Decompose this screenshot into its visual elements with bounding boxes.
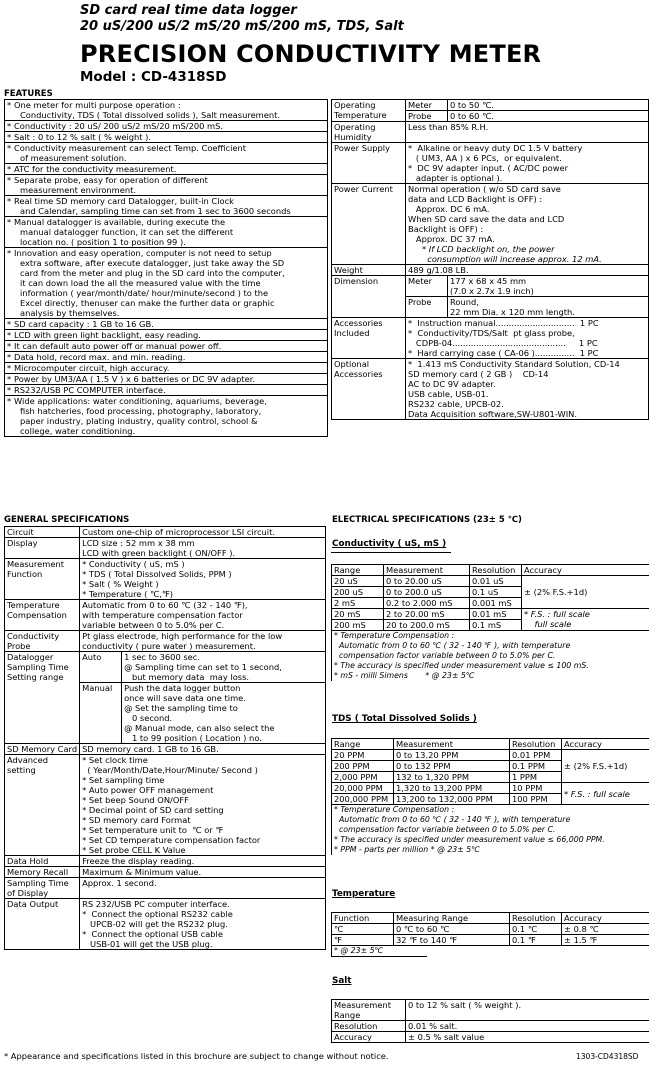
weight-label: Weight: [332, 265, 406, 276]
feature-line: measurement environment.: [20, 185, 136, 195]
table-cell: 1,320 to 13,200 PPM: [394, 783, 510, 794]
text-line: setting: [7, 765, 36, 775]
op-temp-label-2: Temperature: [334, 110, 387, 120]
table-cell: 200 uS: [332, 587, 384, 598]
features-list: [4, 99, 328, 437]
text-line: AC to DC 9V adapter.: [408, 379, 496, 389]
feature-item: [5, 143, 327, 164]
feature-item: [5, 132, 327, 143]
table-row: [332, 783, 650, 794]
mr-value: Maximum & Minimum value.: [80, 867, 326, 878]
feature-item: [5, 319, 327, 330]
accessories-value: [406, 318, 649, 359]
feature-item: [5, 374, 327, 385]
text-line: * Alkaline or heavy duty DC 1.5 V battery: [408, 143, 583, 153]
text-line: * PPM - parts per million * @ 23± 5℃: [334, 845, 480, 854]
model-number: Model : CD-4318SD: [80, 69, 227, 85]
table-cell: 1 PPM: [510, 772, 562, 783]
do-label: Data Output: [5, 899, 80, 950]
tc-value: [80, 600, 326, 631]
text-line: Setting range: [7, 672, 64, 682]
feature-line: * Innovation and easy operation, computer is not need to setup: [14, 248, 272, 258]
table-cell: 13,200 to 132,000 PPM: [394, 794, 510, 805]
optional-value: [406, 359, 649, 420]
power-current-note: [408, 244, 646, 264]
feature-line: card from the meter and plug in the SD card into the computer,: [20, 268, 285, 278]
tds-head-accuracy: Accuracy: [562, 739, 650, 750]
op-hum-label: Operating: [334, 122, 376, 132]
table-cell: 20 uS: [332, 576, 384, 587]
text-line: Sampling Time: [7, 662, 69, 672]
feature-item: [5, 385, 327, 396]
feature-item: [5, 100, 327, 121]
feature-line: * Wide applications: water conditioning, aquariums, beverage,: [14, 396, 267, 406]
dl-label: [5, 652, 80, 744]
table-cell: 20 PPM: [332, 750, 394, 761]
text-line: RS 232/USB PC computer interface.: [82, 899, 230, 909]
text-line: consumption will increase approx. 12 mA.: [422, 254, 602, 264]
cond-head-accuracy: Accuracy: [522, 565, 650, 576]
op-hum-value: Less than 85% R.H.: [406, 122, 649, 143]
feature-line: * ATC for the conductivity measurement.: [14, 164, 177, 174]
text-line: * The accuracy is specified under measurement value ≤ 100 mS.: [334, 661, 589, 670]
text-line: @ Set the sampling time to: [124, 703, 238, 713]
table-row: [332, 1032, 650, 1043]
table-cell: 0.1 mS: [470, 620, 522, 631]
text-line: When SD card save the data and LCD: [408, 214, 565, 224]
display-value: [80, 538, 326, 559]
footer-code: 1303-CD4318SD: [576, 1052, 639, 1061]
specs-table: [331, 99, 649, 420]
text-line: compensation factor variable between 0 to 5.0% per C.: [334, 651, 556, 660]
text-line: Push the data logger button: [124, 683, 241, 693]
general-heading: GENERAL SPECIFICATIONS: [4, 515, 130, 525]
st-label: [5, 878, 80, 899]
text-line: * The accuracy is specified under measurement value ≤ 66,000 PPM.: [334, 835, 605, 844]
text-line: * Conductivity ( uS, mS ): [82, 559, 185, 569]
footer-disclaimer: * Appearance and specifications listed in this brochure are subject to change without notice.: [4, 1051, 389, 1061]
text-line: variable between 0 to 5.0% per C.: [82, 620, 225, 630]
op-hum-label-2: Humidity: [334, 132, 372, 142]
feature-line: Conductivity, TDS ( Total dissolved solids ), Salt measurement.: [20, 110, 281, 120]
text-line: Function: [7, 569, 43, 579]
auto-value: [122, 652, 326, 683]
feature-line: * Salt : 0 to 12 % salt ( % weight ).: [14, 132, 152, 142]
table-cell: 100 PPM: [510, 794, 562, 805]
text-line: Conductivity: [7, 631, 60, 641]
table-cell: 0 ℃ to 60 ℃: [394, 924, 510, 935]
text-line: LCD size : 52 mm x 38 mm: [82, 538, 195, 548]
table-cell: 2 mS: [332, 598, 384, 609]
text-line: 0 second.: [124, 713, 173, 723]
feature-item: [5, 121, 327, 132]
table-cell: Resolution: [332, 1021, 406, 1032]
text-line: * SD memory card Format: [82, 815, 191, 825]
text-line: * Connect the optional RS232 cable: [82, 909, 233, 919]
text-line: @ Manual mode, can also select the: [124, 723, 275, 733]
cond-head-resolution: Resolution: [470, 565, 522, 576]
tds-table: [331, 738, 649, 855]
text-line: 177 x 68 x 45 mm: [450, 276, 527, 286]
text-line: Sampling Time: [7, 878, 69, 888]
feature-line: * RS232/USB PC COMPUTER interface.: [14, 385, 166, 395]
circuit-value: Custom one-chip of microprocessor LSI circuit.: [80, 527, 326, 538]
text-line: * Set temperature unit to ℃ or ℉: [82, 825, 224, 835]
tds-fs-note: * F.S. : full scale: [562, 783, 650, 805]
text-line: of Display: [7, 888, 49, 898]
power-current-label: Power Current: [332, 184, 406, 265]
text-line: compensation factor variable between 0 to 5.0% per C.: [334, 825, 556, 834]
feature-item: [5, 217, 327, 248]
text-line: * Decimal point of SD card setting: [82, 805, 224, 815]
adv-value: [80, 755, 326, 856]
feature-line: fish hatcheries, food processing, photography, laboratory,: [20, 406, 262, 416]
text-line: * Set probe CELL K Value: [82, 845, 186, 855]
table-cell: 2,000 PPM: [332, 772, 394, 783]
text-line: * If LCD backlight on, the power: [422, 244, 555, 254]
cond-fs-note: full scale: [524, 619, 572, 629]
table-row: [332, 750, 650, 761]
feature-line: * Conductivity measurement can select Temp. Coefficient: [14, 143, 247, 153]
display-label: Display: [5, 538, 80, 559]
header-subtitle-1: SD card real time data logger: [80, 3, 297, 18]
cp-value: [80, 631, 326, 652]
cond-accuracy: ± (2% F.S.+1d): [522, 576, 650, 609]
salt-table: [331, 999, 649, 1043]
text-line: * Set CD temperature compensation factor: [82, 835, 261, 845]
temperature-table: [331, 912, 649, 957]
feature-line: * One meter for multi purpose operation :: [14, 100, 181, 110]
feature-line: analysis by themselves.: [20, 308, 120, 318]
text-line: Compensation: [7, 610, 67, 620]
text-line: Accessories: [334, 318, 383, 328]
features-heading: FEATURES: [4, 89, 53, 99]
dh-value: Freeze the display reading.: [80, 856, 326, 867]
conductivity-table: [331, 564, 649, 681]
text-line: Pt glass electrode, high performance for the low: [82, 631, 283, 641]
feature-line: manual datalogger function, it can set the different: [20, 227, 234, 237]
power-supply-label: Power Supply: [332, 143, 406, 184]
text-line: * Hard carrying case ( CA-06 )............... 1 PC: [408, 348, 599, 358]
temp-head-accuracy: Accuracy: [562, 913, 650, 924]
text-line: ( UM3, AA ) x 6 PCs, or equivalent.: [408, 153, 562, 163]
table-cell: 200 PPM: [332, 761, 394, 772]
feature-item: [5, 330, 327, 341]
text-line: Approx. DC 6 mA.: [408, 204, 490, 214]
table-cell: 20,000 PPM: [332, 783, 394, 794]
text-line: Backlight is OFF) :: [408, 224, 484, 234]
text-line: * Instruction manual.............................. 1 PC: [408, 318, 599, 328]
text-line: 1 to 99 position ( Location ) no.: [124, 733, 262, 743]
table-cell: 0 to 12 % salt ( % weight ).: [406, 1000, 650, 1021]
text-line: 22 mm Dia. x 120 mm length.: [450, 307, 575, 317]
table-row: [332, 1021, 650, 1032]
mf-value: [80, 559, 326, 600]
table-cell: 0.1 PPM: [510, 761, 562, 772]
table-cell: 0 to 200.0 uS: [384, 587, 470, 598]
text-line: CDPB-04........................................... 1 PC: [408, 338, 598, 348]
auto-label: Auto: [80, 652, 122, 683]
feature-line: of measurement solution.: [20, 153, 127, 163]
page-title: PRECISION CONDUCTIVITY METER: [80, 40, 542, 68]
tds-head-range: Range: [332, 739, 394, 750]
text-line: 1 sec to 3600 sec.: [124, 652, 200, 662]
adv-label: [5, 755, 80, 856]
circuit-label: Circuit: [5, 527, 80, 538]
general-table: [4, 526, 326, 950]
text-line: Datalogger: [7, 652, 54, 662]
tds-title: TDS ( Total Dissolved Solids ): [332, 714, 477, 724]
table-cell: Measurement Range: [332, 1000, 406, 1021]
text-line: Temperature: [7, 600, 60, 610]
text-line: * Auto power OFF management: [82, 785, 214, 795]
table-row: [332, 935, 650, 946]
feature-line: it can down load the all the measured value with the time: [20, 278, 261, 288]
text-line: Accessories: [334, 369, 383, 379]
table-cell: 10 PPM: [510, 783, 562, 794]
text-line: ( Year/Month/Date,Hour/Minute/ Second ): [82, 765, 258, 775]
optional-label: [332, 359, 406, 420]
text-line: * 1.413 mS Conductivity Standard Solution, CD-14: [408, 359, 620, 369]
table-cell: 32 ℉ to 140 ℉: [394, 935, 510, 946]
text-line: * Temperature Compensation :: [334, 805, 455, 814]
feature-line: * Separate probe, easy for operation of different: [14, 175, 208, 185]
dim-probe-value: [448, 297, 649, 318]
feature-line: extra software, after execute datalogger, just take away the SD: [20, 258, 285, 268]
dim-probe-label: Probe: [406, 297, 448, 318]
manual-label: Manual: [80, 683, 122, 744]
table-cell: 0.1 uS: [470, 587, 522, 598]
text-line: Probe: [7, 641, 31, 651]
mc-value: SD memory card. 1 GB to 16 GB.: [80, 744, 326, 755]
table-cell: ± 1.5 ℉: [562, 935, 650, 946]
text-line: * Conductivity/TDS/Salt pt glass probe,: [408, 328, 575, 338]
text-line: (7.0 x 2.7x 1.9 inch): [450, 286, 534, 296]
table-cell: ℃: [332, 924, 394, 935]
table-cell: 0 to 132 PPM: [394, 761, 510, 772]
table-cell: 0.01 % salt.: [406, 1021, 650, 1032]
do-value: [80, 899, 326, 950]
temp-head-range: Measuring Range: [394, 913, 510, 924]
cond-notes: [331, 631, 649, 681]
table-cell: 200 mS: [332, 620, 384, 631]
feature-line: location no. ( position 1 to position 99 ).: [20, 237, 186, 247]
table-cell: 132 to 1,320 PPM: [394, 772, 510, 783]
dim-meter-label: Meter: [406, 276, 448, 297]
table-row: [332, 1000, 650, 1021]
power-supply-value: [406, 143, 649, 184]
temp-note: * @ 23± 5℃: [331, 946, 427, 957]
table-cell: 200,000 PPM: [332, 794, 394, 805]
text-line: * TDS ( Total Dissolved Solids, PPM ): [82, 569, 232, 579]
feature-line: Excel directly, thenuser can make the further data or graphic: [20, 298, 275, 308]
text-line: * Set clock time: [82, 755, 148, 765]
text-line: * Connect the optional USB cable: [82, 929, 223, 939]
tds-head-resolution: Resolution: [510, 739, 562, 750]
tds-head-measurement: Measurement: [394, 739, 510, 750]
temp-head-function: Function: [332, 913, 394, 924]
feature-line: * Real time SD memory card Datalogger, built-in Clock: [14, 196, 234, 206]
text-line: Automatic from 0 to 60 ℃ ( 32 - 140 ℉ ), with temperature: [334, 641, 571, 650]
cond-head-range: Range: [332, 565, 384, 576]
cond-head-measurement: Measurement: [384, 565, 470, 576]
probe-label: Probe: [406, 111, 448, 122]
table-cell: 2 to 20.00 mS: [384, 609, 470, 620]
feature-item: [5, 341, 327, 352]
mr-label: Memory Recall: [5, 867, 80, 878]
power-current-value: [408, 184, 646, 244]
table-cell: 0.01 uS: [470, 576, 522, 587]
text-line: with temperature compensation factor: [82, 610, 243, 620]
table-row: [332, 576, 650, 587]
dimension-label: Dimension: [332, 276, 406, 318]
feature-item: [5, 396, 327, 436]
header-subtitle-2: 20 uS/200 uS/2 mS/20 mS/200 mS, TDS, Salt: [80, 19, 404, 34]
text-line: Automatic from 0 to 60 ℃ ( 32 - 140 ℉ ), with temperature: [334, 815, 571, 824]
feature-line: * SD card capacity : 1 GB to 16 GB.: [14, 319, 154, 329]
text-line: conductivity ( pure water ) measurement.: [82, 641, 256, 651]
text-line: Data Acquisition software,SW-U801-WIN.: [408, 409, 577, 419]
table-cell: [522, 609, 650, 631]
feature-line: * LCD with green light backlight, easy reading.: [14, 330, 201, 340]
text-line: * mS - milli Simens * @ 23± 5℃: [334, 671, 475, 680]
text-line: Round,: [450, 297, 479, 307]
text-line: * Set beep Sound ON/OFF: [82, 795, 189, 805]
text-line: * Set sampling time: [82, 775, 165, 785]
table-cell: 0.01 PPM: [510, 750, 562, 761]
table-cell: ± 0.8 ℃: [562, 924, 650, 935]
tds-accuracy: ± (2% F.S.+1d): [562, 750, 650, 783]
feature-item: [5, 164, 327, 175]
feature-line: * It can default auto power off or manual power off.: [14, 341, 222, 351]
table-cell: 0.01 mS: [470, 609, 522, 620]
feature-item: [5, 248, 327, 319]
dh-label: Data Hold: [5, 856, 80, 867]
table-cell: 0 to 13.20 PPM: [394, 750, 510, 761]
conductivity-title: Conductivity ( uS, mS ): [332, 539, 447, 549]
text-line: Included: [334, 328, 370, 338]
text-line: UPCB-02 will get the RS232 plug.: [82, 919, 228, 929]
feature-line: * Manual datalogger is available, during execute the: [14, 217, 226, 227]
text-line: Optional: [334, 359, 370, 369]
temperature-title: Temperature: [332, 889, 396, 899]
tds-notes: [331, 805, 649, 855]
text-line: Automatic from 0 to 60 ℃ (32 - 140 ℉),: [82, 600, 248, 610]
feature-item: [5, 196, 327, 217]
table-cell: 0.2 to 2.000 mS: [384, 598, 470, 609]
weight-value: 489 g/1.08 LB.: [406, 265, 649, 276]
table-cell: ± 0.5 % salt value: [406, 1032, 650, 1043]
tc-label: [5, 600, 80, 631]
temp-head-resolution: Resolution: [510, 913, 562, 924]
text-line: data and LCD Backlight is OFF) :: [408, 194, 543, 204]
text-line: * Salt ( % Weight ): [82, 579, 159, 589]
text-line: * Temperature ( ℃,℉): [82, 589, 174, 599]
text-line: Normal operation ( w/o SD card save: [408, 184, 561, 194]
text-line: * Temperature Compensation :: [334, 631, 455, 640]
cond-fs-note: * F.S. : full scale: [524, 609, 590, 619]
text-line: USB cable, USB-01.: [408, 389, 489, 399]
probe-value: 0 to 60 ℃.: [448, 111, 649, 122]
feature-line: college, water conditioning.: [20, 426, 136, 436]
text-line: SD memory card ( 2 GB ) CD-14: [408, 369, 549, 379]
table-cell: 20 mS: [332, 609, 384, 620]
manual-value: [122, 683, 326, 744]
text-line: but memory data may loss.: [124, 672, 250, 682]
feature-item: [5, 175, 327, 196]
text-line: once will save data one time.: [124, 693, 246, 703]
text-line: LCD with green backlight ( ON/OFF ).: [82, 548, 236, 558]
table-cell: 0.001 mS: [470, 598, 522, 609]
mc-label: SD Memory Card: [5, 744, 80, 755]
st-value: Approx. 1 second.: [80, 878, 326, 899]
feature-item: [5, 363, 327, 374]
table-cell: 0 to 20.00 uS: [384, 576, 470, 587]
text-line: Advanced: [7, 755, 48, 765]
table-row: [332, 924, 650, 935]
feature-line: and Calendar, sampling time can set from 1 sec to 3600 seconds: [20, 206, 291, 216]
table-cell: 20 to 200.0 mS: [384, 620, 470, 631]
feature-line: information ( year/month/date/ hour/minute/second ) to the: [20, 288, 269, 298]
text-line: Measurement: [7, 559, 64, 569]
feature-line: * Data hold, record max. and min. reading.: [14, 352, 186, 362]
feature-line: * Microcomputer circuit, high accuracy.: [14, 363, 170, 373]
cp-label: [5, 631, 80, 652]
text-line: * DC 9V adapter input. ( AC/DC power: [408, 163, 569, 173]
table-cell: Accuracy: [332, 1032, 406, 1043]
table-row: [332, 609, 650, 620]
feature-line: * Conductivity : 20 uS/ 200 uS/2 mS/20 mS/200 mS.: [14, 121, 224, 131]
electrical-heading: ELECTRICAL SPECIFICATIONS (23± 5 ℃): [332, 515, 522, 525]
table-cell: 0.1 ℃: [510, 924, 562, 935]
accessories-label: [332, 318, 406, 359]
text-line: Approx. DC 37 mA.: [408, 234, 495, 244]
feature-line: paper industry, plating industry, quality control, school &: [20, 416, 258, 426]
meter-label: Meter: [406, 100, 448, 111]
salt-title: Salt: [332, 976, 352, 986]
text-line: USB-01 will get the USB plug.: [82, 939, 213, 949]
meter-value: 0 to 50 ℃.: [448, 100, 649, 111]
feature-line: * Power by UM3/AA ( 1.5 V ) x 6 batteries or DC 9V adapter.: [14, 374, 256, 384]
text-line: RS232 cable, UPCB-02.: [408, 399, 504, 409]
text-line: @ Sampling time can set to 1 second,: [124, 662, 282, 672]
table-cell: 0.1 ℉: [510, 935, 562, 946]
dim-meter-value: [448, 276, 649, 297]
feature-item: [5, 352, 327, 363]
mf-label: [5, 559, 80, 600]
text-line: adapter is optional ).: [408, 173, 503, 183]
op-temp-label: Operating: [334, 100, 376, 110]
table-cell: ℉: [332, 935, 394, 946]
